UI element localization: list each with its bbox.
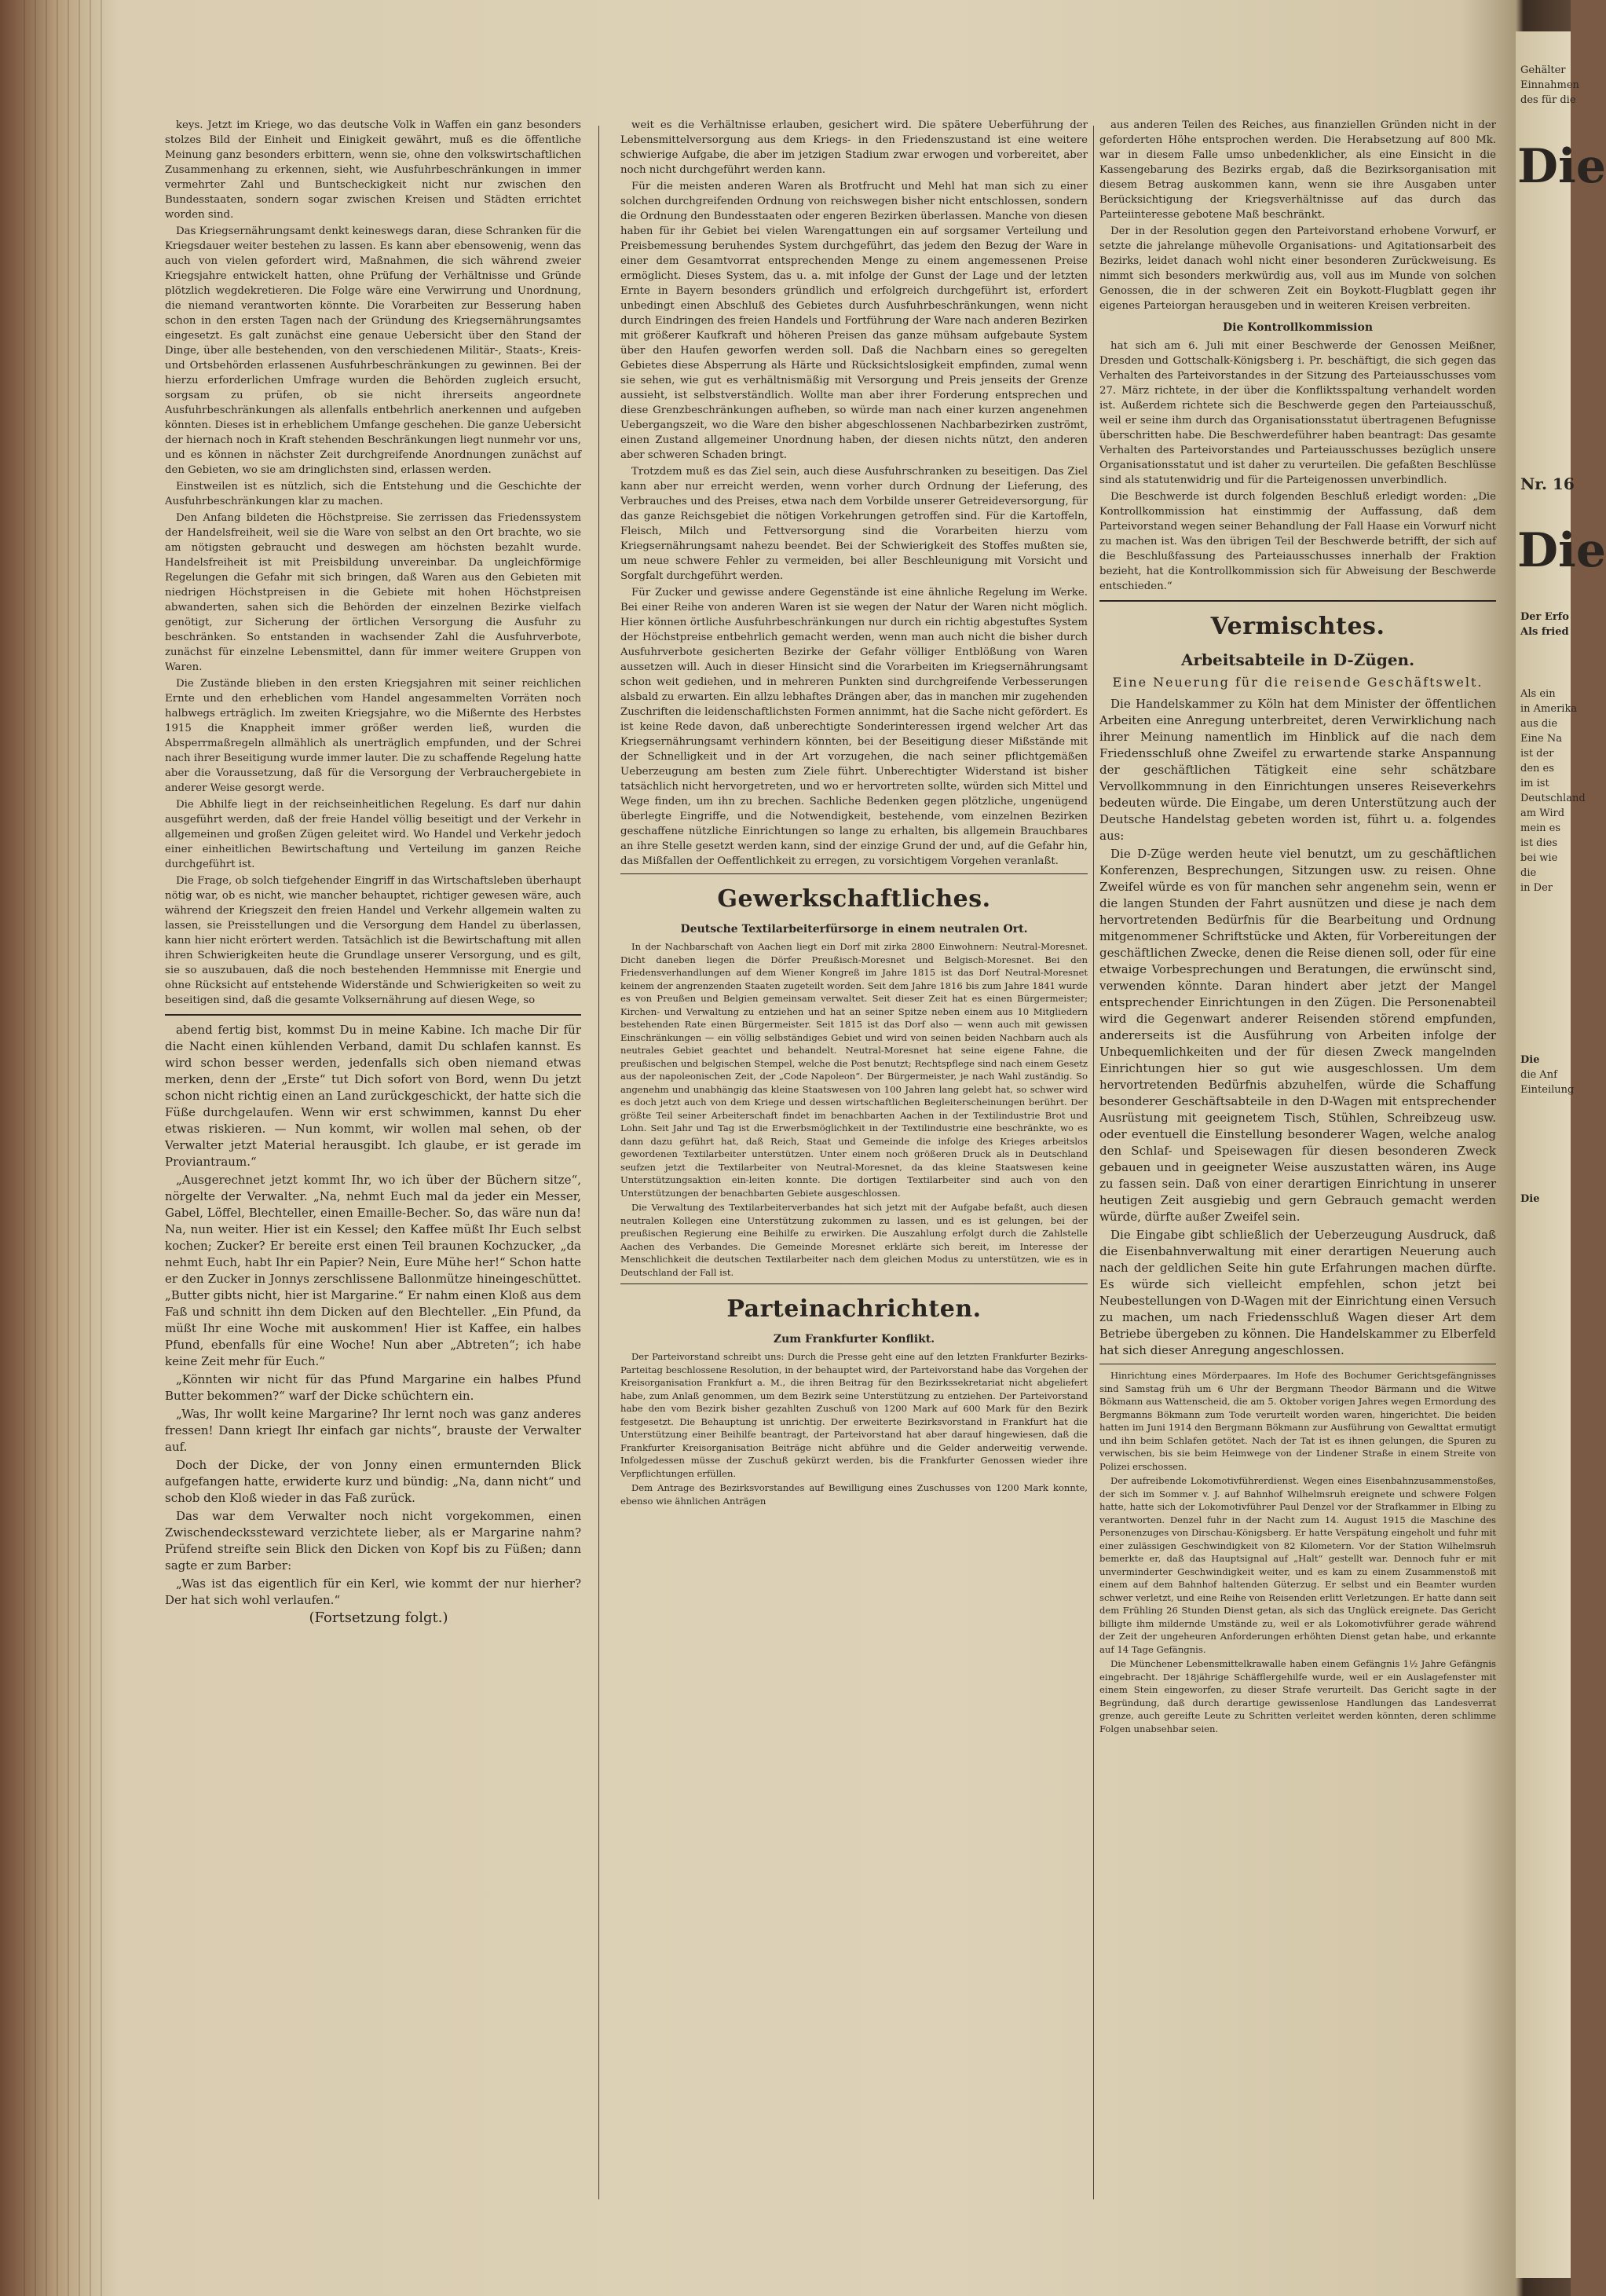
feuilleton-paragraph: „Was ist das eigentlich für ein Kerl, wie kommt der nur hierher? Der hat sich wohl verlaufen.“ — [165, 1576, 581, 1607]
right-page-line: Eine Na — [1520, 733, 1562, 745]
feuilleton-paragraph: „Was, Ihr wollt keine Margarine? Ihr lernt noch was ganz anderes fressen! Dann kriegt Ihr einfach gar nichts“, brauste der Verwalter auf. — [165, 1407, 581, 1454]
column-left — [165, 118, 581, 2223]
right-page-line: im ist — [1520, 778, 1549, 789]
article-paragraph: Den Anfang bildeten die Höchstpreise. Sie zerrissen das Friedenssystem der Handelsfreiheit, weil sie die Ware von selbst an den Ort brachte, wo sie am nötigsten gebraucht und deswegen am höchsten bezahlt wurde. Handelsfreiheit ist mit Preisbildung unvereinbar. Da ungleichförmige Regelungen die Gefahr mit sich bringen, daß Waren aus den Gebieten mit niedrigen Höchstpreisen in die Gebiete mit hohen Höchstpreisen abwanderten, sahen sich die Behörden der einzelnen Bezirke vielfach genötigt, zur Sicherung der örtlichen Versorgung die Ausfuhr zu beschränken. So entstanden in wachsender Zahl die Ausfuhrverbote, zunächst für einzelne Lebensmittel, dann für immer weitere Gruppen von Waren. — [165, 512, 581, 673]
feuilleton-paragraph: „Könnten wir nicht für das Pfund Margarine ein halbes Pfund Butter bekommen?“ warf der Dicke schüchtern ein. — [165, 1372, 581, 1403]
article-paragraph: aus anderen Teilen des Reiches, aus finanziellen Gründen nicht in der geforderten Höhe entsprochen werden. Die Herabsetzung auf 800 Mk. war in diesem Falle umso unbedenklicher, als eine Einsicht in die Kassengebarung des Bezirks ergab, daß die Bezirksorganisation mit diesem Betrag auskommen kann, wenn sie ihre Ausgaben unter Berücksichtigung der Kriegsverhältnisse auf das durch das Parteiinteresse gebotene Maß beschränkt. — [1099, 119, 1496, 221]
page-stack-edges — [24, 0, 110, 2296]
article-subheading: Deutsche Textilarbeiterfürsorge in einem neutralen Ort. — [680, 923, 1028, 936]
right-page-line: Gehälter — [1520, 64, 1566, 76]
right-page-issue-number: Nr. 16 — [1520, 474, 1575, 493]
right-page-line: in Der — [1520, 882, 1553, 894]
article-paragraph: Einstweilen ist es nützlich, sich die Entstehung und die Geschichte der Ausfuhrbeschränkungen klar zu machen. — [165, 481, 581, 507]
right-page-line: ist dies — [1520, 837, 1558, 849]
column-right — [1099, 118, 1496, 2223]
article-paragraph: Die Handelskammer zu Köln hat dem Minister der öffentlichen Arbeiten eine Anregung unterbreitet, deren Verwirklichung nach ihrer Meinung namentlich im Hinblick auf die nach dem Friedensschluß ohne Zweifel zu erwartende starke Anspannung der geschäftlichen Tätigkeit eine sehr schätzbare Vervollkommnung in den Einrichtungen unseres Reiseverkehrs bedeuten würde. Die Eingabe, um deren Unterstützung auch der Deutsche Handelstag gebeten worden ist, führt u. a. folgendes aus: — [1099, 697, 1496, 843]
article-paragraph: Die D-Züge werden heute viel benutzt, um zu geschäftlichen Konferenzen, Besprechungen, Sitzungen usw. zu reisen. Ohne Zweifel würde es von für manchen sehr angenehm sein, wenn er die langen Stunden der Fahrt ausnützen und diese je nach dem hervortretenden Bedürfnis für die Bearbeitung und Ordnung mitgenommener Schriftstücke und Akten, für Vorbereitungen der geschäftlichen Zwecke, denen die Reise dienen soll, oder für eine etwaige Vorbesprechungen und Beratungen, die erwünscht sind, verwenden könnte. Daran hindert aber jetzt der Mangel entsprechender Einrichtungen in den Zügen. Die Personenabteil wird die Gegenwart anderer Reisenden störend empfunden, andererseits ist die Ausführung von Arbeiten infolge der Unbequemlichkeiten und der für diesen Zweck mangelnden Einrichtungen hier so gut wie ausgeschlossen. Um dem hervortretenden Bedürfnis abzuhelfen, würde die Schaffung besonderer Geschäftsabteile in den D-Wagen mit entsprechender Ausrüstung mit geeignetem Tisch, Stühlen, Schreibzeug usw. oder eventuell die Einstellung besonderer Wagen, welche analog den Schlaf- und Speisewagen für diesen besonderen Zweck gebauen und in geeigneter Weise auszustatten wären, ins Auge zu fassen sein. Daß von einer derartigen Einrichtung in unserer heutigen Zeit ausgiebig und gern Gebrauch gemacht werden würde, dürfte außer Zweifel sein. — [1099, 847, 1496, 1224]
section-heading-vermischtes: Vermischtes. — [1210, 613, 1385, 640]
section-rule — [620, 873, 1088, 874]
article-paragraph: In der Nachbarschaft von Aachen liegt ein Dorf mit zirka 2800 Einwohnern: Neutral-Moresnet. Dicht daneben liegen die Dörfer Preußisch-Moresnet und Belgisch-Moresnet. Bei den Friedensverhandlungen auf dem Wiener Kongreß im Jahre 1815 ist das Dorf Neutral-Moresnet keinem der angrenzenden Staaten zugeteilt worden. Seit dem Jahre 1816 bis zum Jahre 1841 wurde es von Preußen und Belgien gemeinsam verwaltet. Seit dieser Zeit hat es einen Bürgermeister; Kirchen- und Verwaltung zu entziehen und hat an seiner Spitze neben einem aus 10 Mitgliedern bestehenden Rate einen Bürgermeister. Seit 1815 ist das Dorf also — wenn auch mit gewissen Einschränkungen — ein völlig selbständiges Gebiet und wird von seinen beiden Nachbarn auch als neutrales Gebiet geachtet und behandelt. Neutral-Moresnet hat seine eigene Fahne, die preußischen und belgischen Stempel, welche die Post benutzt; Rechtspflege sind nach einem Gesetz aus der napoleonischen Zeit, der „Code Napoleon“. Der Bürgermeister, je nach Wahl zuständig. So angenehm und unabhängig das kleine Staatswesen von 100 Jahren lang gelebt hat, so schwer wird es doch jetzt auch von dem Kriege und dessen wirtschaftlichen Begleiterscheinungen berührt. Der größte Teil seiner Arbeiterschaft findet im benachbarten Aachen in der Textilindustrie Brot und Lohn. Seit Jahr und Tag ist die Erwerbsmöglichkeit in der Textilindustrie eine beschränkte, wo es dann dazu geführt hat, daß Reich, Staat und Gemeinde die infolge des Krieges arbeitslos gewordenen Textilarbeiter unterstützen. Unter einem noch größeren Druck als in Deutschland seufzen jetzt die Textilarbeiter von Neutral-Moresnet, da das kleine Staatswesen keine Unterstützungsaktion ein-leiten konnte. Die dortigen Textilarbeiter sind auch von den Unterstützungen der benachbarten Gebiete ausgeschlossen. — [620, 941, 1088, 1199]
article-subheading: Zum Frankfurter Konflikt. — [773, 1333, 935, 1346]
right-page-line: des für die — [1520, 94, 1576, 106]
article-paragraph: Der in der Resolution gegen den Parteivorstand erhobene Vorwurf, er setzte die jahrelange mühevolle Organisations- und Agitationsarbeit des Bezirks, leidet danach wohl nicht einer besonderen Zurückweisung. Es nimmt sich besonders merkwürdig aus, voll aus im Munde von solchen Genossen, die in der schweren Zeit ein Boykott-Flugblatt gegen ihr eigenes Parteiorgan herausgeben und in weiteren Kreisen verbreiten. — [1099, 225, 1496, 312]
article-paragraph: weit es die Verhältnisse erlauben, gesichert wird. Die spätere Ueberführung der Lebensmittelversorgung aus dem Kriegs- in den Friedenszustand ist eine weitere schwierige Aufgabe, die aber im jetzigen Stadium zwar erwogen und vorbereitet, aber noch nicht durchgeführt werden kann. — [620, 119, 1088, 176]
article-paragraph: keys. Jetzt im Kriege, wo das deutsche Volk in Waffen ein ganz besonders stolzes Bild der Einheit und Einigkeit gewährt, muß es die öffentliche Meinung ganz besonders erbittern, wenn sie, ohne den volkswirtschaftlichen Zusammenhang zu erkennen, sieht, wie Ausfuhrbeschränkungen in immer vermehrter Zahl und Buntscheckigkeit nicht nur zwischen den Bundesstaaten, sondern sogar zwischen Kreisen und Städten errichtet worden sind. — [165, 119, 581, 221]
article-subheading: Arbeitsabteile in D-Zügen. — [1180, 650, 1415, 669]
article-paragraph: Die Verwaltung des Textilarbeiterverbandes hat sich jetzt mit der Aufgabe befaßt, auch diesen neutralen Kollegen eine Unterstützung zukommen zu lassen, und es ist gelungen, bei der preußischen Regierung eine Beihilfe zu erwirken. Die Auszahlung erfolgt durch die Zahlstelle Aachen des Verbandes. Die Gemeinde Moresnet erklärte sich bereit, im Interesse der Menschlichkeit die deutschen Textilarbeiter nach dem gleichen Modus zu unterstützen, wie es in Deutschland der Fall ist. — [620, 1202, 1088, 1278]
right-page-line: Deutschland — [1520, 793, 1586, 804]
section-rule — [1099, 600, 1496, 602]
right-page-line: die Anf — [1520, 1069, 1557, 1081]
article-paragraph: Die Eingabe gibt schließlich der Ueberzeugung Ausdruck, daß die Eisenbahnverwaltung mit einer derartigen Neuerung auch nach der geldlichen Seite hin gute Erfahrungen machen dürfte. Es würde sich vielleicht empfehlen, schon jetzt bei Neubestellungen von D-Wagen mit der Einrichtung einen Versuch zu machen, um nach Friedensschluß Wagen dieser Art dem Betriebe übergeben zu können. Die Handelskammer zu Elberfeld hat sich dieser Anregung angeschlossen. — [1099, 1228, 1496, 1357]
article-paragraph: Der aufreibende Lokomotivführerdienst. Wegen eines Eisenbahnzusammenstoßes, der sich im Sommer v. J. auf Bahnhof Wilhelmsruh ereignete und schwere Folgen hatte, hatte sich der Lokomotivführer Paul Denzel vor der Strafkammer in Elbing zu verantworten. Denzel fuhr in der Nacht zum 14. August 1915 die Maschine des Personenzuges von Dirschau-Königsberg. Er hatte Verspätung eingeholt und fuhr mit einer zulässigen Geschwindigkeit von 82 Kilometern. Vor der Station Wilhelmsruh bemerkte er, daß das Hauptsignal auf „Halt“ gestellt war. Dennoch fuhr er mit unverminderter Geschwindigkeit weiter, und es kam zu einem Zusammenstoß mit einem auf dem Bahnhof haltenden Güterzug. Er selbst und ein Beamter wurden schwer verletzt, und eine Reihe von Reisenden erlitt Verletzungen. Er hatte dann seit dem Frühling 26 Stunden Dienst getan, als sich das Unglück ereignete. Das Gericht billigte ihm mildernde Umstände zu, weil er als Lokomotivführer gerade während der Zeit der ungeheuren Anforderungen erhöhten Dienst getan habe, und erkannte auf 14 Tage Gefängnis. — [1099, 1475, 1496, 1655]
newspaper-page — [118, 71, 1500, 2278]
right-page-line: am Wird — [1520, 807, 1565, 819]
column-divider — [598, 126, 599, 2199]
right-page-line: mein es — [1520, 822, 1561, 834]
right-page-line: Die — [1520, 1054, 1540, 1066]
column-middle — [620, 118, 1088, 2223]
feuilleton-rule — [165, 1014, 581, 1016]
article-paragraph: Die Zustände blieben in den ersten Kriegsjahren mit seiner reichlichen Ernte und den erheblichen vom Handel angesammelten Vorräten noch halbwegs erträglich. Im zweiten Kriegsjahre, wo die Mißernte des Herbstes 1915 die Knappheit immer größer werden ließ, wurden die Absperrmaßregeln allmählich als unerträglich empfunden, und der Schrei nach ihrer Beseitigung wurde immer lauter. Die zu schaffende Regelung hatte aber die Voraussetzung, daß für die Versorgung der Verbrauchergebiete in anderer Weise gesorgt werde. — [165, 678, 581, 794]
article-paragraph: hat sich am 6. Juli mit einer Beschwerde der Genossen Meißner, Dresden und Gottschalk-Königsberg i. Pr. beschäftigt, die sich gegen das Verhalten des Parteivorstandes in der Sitzung des Parteiausschusses vom 27. März richtete, in der über die Konfliktsspaltung verhandelt worden ist. Außerdem richtete sich die Beschwerde gegen den Parteiausschuß, weil er seine ihm durch das Organisationsstatut übertragenen Befugnisse überschritten habe. Die Beschwerdeführer haben beantragt: Das gesamte Verhalten des Parteivorstandes und Parteiausschusses bezüglich unsere Organisationsstatut und ist daher zu verurteilen. Die gefaßten Beschlüsse sind als statutenwidrig und für die Parteigenossen unverbindlich. — [1099, 340, 1496, 486]
article-paragraph: Die Abhilfe liegt in der reichseinheitlichen Regelung. Es darf nur dahin ausgeführt werden, daß der freie Handel völlig beseitigt und der Verkehr in allgemeinen und großen Zügen geleitet wird. Wo Handel und Verkehr jedoch einer einheitlichen Bewirtschaftung und Verteilung im ganzen Reiche durchgeführt ist. — [165, 799, 581, 870]
right-page-line: die — [1520, 867, 1537, 879]
right-page-line: Der Erfo — [1520, 611, 1569, 623]
feuilleton-paragraph: Das war dem Verwalter noch nicht vorgekommen, einen Zwischendeckssteward verzichtete lieber, als er Margarine nahm? Prüfend streifte sein Blick den Dicken von Kopf bis zu Füßen; dann sagte er zum Barber: — [165, 1509, 581, 1573]
section-heading-gewerkschaftliches: Gewerkschaftliches. — [717, 885, 991, 913]
feuilleton-paragraph: „Ausgerechnet jetzt kommt Ihr, wo ich über der Büchern sitze“, nörgelte der Verwalter. „Na, nehmt Euch mal da jeder ein Messer, Gabel, Löffel, Blechteller, einen Emaille-Becher. So, das wäre nun da! Na, nun weiter. Hier ist ein Kessel; den Kaffee müßt Ihr Euch selbst kochen; Zucker? Er bereite erst einen Teil braunen Kochzucker, „da nehmt Euch, habt Ihr ein Papier? Nein, Eure Mühe her!“ Schon hatte er den Zucker in Jonnys zerschlissene Ballonmütze hineingeschüttet. „Butter gibts nicht, hier ist Margarine.“ Er nahm einen Kloß aus dem Faß und schnitt ihn dem Dicken auf den Blechteller. „Ein Pfund, da müßt Ihr eine Woche mit auskommen! Hier ist Kaffee, ein halbes Pfund, ebenfalls für eine Woche! Nun aber „Abtreten“; ich habe keine Zeit mehr für Euch.“ — [165, 1173, 581, 1368]
right-page-line: in Amerika — [1520, 703, 1578, 715]
article-paragraph: Dem Antrage des Bezirksvorstandes auf Bewilligung eines Zuschusses von 1200 Mark konnte, ebenso wie ähnlichen Anträgen — [620, 1482, 1088, 1507]
article-paragraph: Hinrichtung eines Mörderpaares. Im Hofe des Bochumer Gerichtsgefängnisses sind Samstag früh um 6 Uhr der Bergmann Theodor Bärmann und die Witwe Bökmann aus Wattenscheid, die am 5. Oktober vorigen Jahres wegen Ermordung des Bergmanns Bökmann zum Tode verurteilt worden waren, hingerichtet. Die beiden hatten im Juni 1914 den Bergmann Bökmann zur Ausführung von Gewalttat ermutigt und ihn beim Schlafen getötet. Nach der Tat ist es ihnen gelungen, die Spuren zu verwischen, bis sie beim Heimwege von der Lindener Straße in einem Streite von Polizei erschossen. — [1099, 1370, 1496, 1472]
right-page-line: Als fried — [1520, 626, 1569, 638]
article-paragraph: Für Zucker und gewisse andere Gegenstände ist eine ähnliche Regelung im Werke. Bei einer Reihe von anderen Waren ist sie wegen der Natur der Waren nicht möglich. Hier können örtliche Ausfuhrbeschränkungen nur durch ein richtig abgestuftes System der Höchstpreise entbehrlich gemacht werden, wenn man auch nicht die bisher durch Ausfuhrverbote gesicherten Bezirke der Gefahr völliger Entblößung von Waren aussetzen will. Auch in dieser Hinsicht sind die Vorarbeiten im Kriegsernährungsamt schon weit gediehen, und in mehreren Punkten sind durchgreifende Verbesserungen alsbald zu erwarten. Ein allzu lebhaftes Drängen aber, das in manchen mir zugehenden Zuschriften die leidenschaftlichsten Formen annimmt, hat die Sache nicht gefördert. Es ist keine Rede davon, daß unberechtigte Sonderinteressen irgend welcher Art das Kriegsernährungsamt verhindern könnten, bei der Beseitigung dieser Mißstände mit der Schnelligkeit und in der Art vorzugehen, die nach seiner pflichtgemäßen Ueberzeugung am besten zum Ziele führt. Unberechtigter Widerstand ist bisher tatsächlich nicht hervorgetreten, und wo er hervortreten sollte, würden sich Mittel und Wege finden, um ihn zu brechen. Sachliche Bedenken gegen plötzliche, ungenügend überlegte Eingriffe, und die Notwendigkeit, bestehende, vom einzelnen Bezirken geschaffene nützliche Einrichtungen so lange zu erhalten, bis allgemein Brauchbares an ihre Stelle gesetzt werden kann, sind der einzige Grund der und, auf die Gefahr hin, das Mißfallen der Oeffentlichkeit zu erregen, zu vorsichtigem Vorgehen veranlaßt. — [620, 587, 1088, 867]
article-paragraph: Das Kriegsernährungsamt denkt keineswegs daran, diese Schranken für die Kriegsdauer weiter bestehen zu lassen. Es kann aber ebensowenig, wenn das auch von vielen gefordert wird, Maßnahmen, die sich während zweier Kriegsjahre entwickelt hatten, ohne Prüfung der Verhältnisse und Gründe plötzlich wegdekretieren. Die Folge wäre eine Verwirrung und Unordnung, die niemand verantworten könnte. Die Vorarbeiten zur Besserung haben schon in den ersten Tagen nach der Gründung des Kriegsernährungsamtes eingesetzt. Es galt zunächst eine genaue Uebersicht über den Stand der Dinge, über alle bestehenden, von den verschiedenen Militär-, Staats-, Kreis- und Ortsbehörden erlassenen Ausfuhrbeschränkungen zu gewinnen. Bei der hierzu erforderlichen Umfrage wurden die Behörden zugleich ersucht, sorgsam zu prüfen, ob sie nicht ihrerseits angeordnete Ausfuhrbeschränkungen als allenfalls entbehrlich anerkennen und aufgeben könnten. Dieses ist in erheblichem Umfange geschehen. Die ganze Uebersicht der hiernach noch in Kraft stehenden Beschränkungen liegt nunmehr vor uns, und es können in nächster Zeit durchgreifende Anordnungen zunächst auf den Gebieten, wo sie am dringlichsten sind, erlassen werden. — [165, 225, 581, 476]
right-page-line: bei wie — [1520, 852, 1558, 864]
feuilleton-paragraph: abend fertig bist, kommst Du in meine Kabine. Ich mache Dir für die Nacht einen kühlenden Verband, damit Du schlafen kannst. Es wird schon besser werden, jedenfalls sich oben niemand etwas merken, denn der „Erste“ tut Dich sofort von Bord, wenn Du jetzt schon nicht richtig einen an Land zurückgeschickt, der hatte sich die Füße durchgelaufen. Wenn wir erst schwimmen, kannst Du eher etwas riskieren. — Nun kommt, wir wollen mal sehen, ob der Verwalter jetzt Material herausgibt. Ich glaube, er ist gerade im Proviantraum.“ — [165, 1023, 581, 1169]
article-tagline: Eine Neuerung für die reisende Geschäftswelt. — [1112, 675, 1483, 690]
article-paragraph: Die Beschwerde ist durch folgenden Beschluß erledigt worden: „Die Kontrollkommission hat einstimmig der Auffassung, daß dem Parteivorstand wegen seiner Behandlung der Fall Haase ein Vorwurf nicht zu machen ist. Was den übrigen Teil der Beschwerde betrifft, der sich auf die Beschlußfassung des Parteiausschusses innerhalb der Fraktion bezieht, hat die Kontrollkommission sich für Abweisung der Beschwerde entschieden.“ — [1099, 491, 1496, 592]
right-page-masthead-letter: Die — [1517, 139, 1606, 194]
article-paragraph: Trotzdem muß es das Ziel sein, auch diese Ausfuhrschranken zu beseitigen. Das Ziel kann aber nur erreicht werden, wenn vorher durch Ordnung der Lieferung, des Verbrauches und des Preises, etwa nach dem Vorbilde unserer Getreideversorgung, für das ganze Reichsgebiet die nötigen Vorkehrungen getroffen sind. Für die Kartoffeln, Fleisch, Milch und Fettversorgung sind die Vorarbeiten hierzu vom Kriegsernährungsamt nahezu beendet. Bei der Schwierigkeit des Stoffes mußten sie, um neue schwere Fehler zu vermeiden, bei aller Beschleunigung mit Vorsicht und Sorgfalt durchgeführt werden. — [620, 466, 1088, 582]
feuilleton-paragraph: Doch der Dicke, der von Jonny einen ermunternden Blick aufgefangen hatte, erwiderte kurz und bündig: „Na, dann nicht“ und schob den Kloß wieder in das Faß zurück. — [165, 1458, 581, 1505]
right-page-line: Als ein — [1520, 688, 1556, 700]
continuation-note: (Fortsetzung folgt.) — [309, 1609, 448, 1626]
article-subheading: Die Kontrollkommission — [1222, 321, 1374, 334]
right-page-line: den es — [1520, 763, 1554, 774]
article-paragraph: Für die meisten anderen Waren als Brotfrucht und Mehl hat man sich zu einer solchen durchgreifenden Ordnung von reichswegen bisher nicht entschlossen, sondern die Ordnung den Bundesstaaten oder engeren Bezirken überlassen. Manche von diesen haben für ihr Gebiet bei vielen Warengattungen ein auf sorgsamer Verteilung und Preisbemessung beruhendes System durchgeführt, das jedem den Bezug der Ware in einer dem Gesamtvorrat entsprechenden Menge zu einem angemessenen Preise ermöglicht. Dieses System, das u. a. mit infolge der Gunst der Lage und der letzten Ernte in Bayern besonders gründlich und erfolgreich durchgeführt ist, erfordert unbedingt einen Abschluß des Gebietes durch Ausfuhrbeschränkungen, wenn nicht durch Eindringen des freien Handels und Fortführung der Ware nach anderen Bezirken mit größerer Kaufkraft und höheren Preisen das ganze mühsam aufgebaute System über den Haufen geworfen werden soll. Daß die Nachbarn eines so geregelten Gebietes diese Absperrung als Härte und Rücksichtslosigkeit empfinden, zumal wenn sie sehen, wie gut es verhältnismäßig mit Versorgung und Preis jenseits der Grenze aussieht, ist selbstverständlich. Wollte man aber ihrer Forderung entsprechen und diese Grenzbeschränkungen aufheben, so würde man nach einer kurzen angenehmen Uebergangszeit, wo die Ware den bisher abgeschlossenen Nachbarbezirken zuströmt, einen Zustand allgemeiner Unordnung haben, der diesen nichts nützt, den anderen aber schweren Schaden bringt. — [620, 181, 1088, 461]
right-page-line: Einnahmen — [1520, 79, 1579, 91]
right-page-headline-letter: Die — [1517, 523, 1606, 578]
section-heading-parteinachrichten: Parteinachrichten. — [726, 1295, 982, 1323]
right-page-line: Die — [1520, 1193, 1540, 1205]
right-page-line: ist der — [1520, 748, 1554, 760]
right-page-line: aus die — [1520, 718, 1558, 730]
right-page-edge — [1516, 31, 1606, 2278]
article-paragraph: Die Frage, ob solch tiefgehender Eingriff in das Wirtschaftsleben überhaupt nötig war, ob es nicht, wie mancher behauptet, richtiger gewesen wäre, auch während der Kriegszeit den freien Handel und Verkehr allgemein walten zu lassen, sie Preisstellungen und die Versorgung dem Handel zu überlassen, kann hier nicht erörtert werden. Tatsächlich ist die Bewirtschaftung mit allen ihren Schwierigkeiten heute die Grundlage unserer Versorgung, und es gilt, sie so auszubauen, daß die noch bestehenden Hemmnisse mit Energie und ohne Rücksicht auf entstehende Widerstände und Schwierigkeiten so weit zu beseitigen sind, daß die gesamte Volksernährung auf diesen Wege, so — [165, 875, 581, 1006]
article-paragraph: Die Münchener Lebensmittelkrawalle haben einem Gefängnis 1½ Jahre Gefängnis eingebracht. Der 18jährige Schäfflergehilfe wurde, weil er ein Auslagefenster mit einem Stein eingeworfen, zu dieser Strafe verurteilt. Das Gericht sagte in der Begründung, daß durch derartige gewissenlose Handlungen das Landesverrat grenze, auch gereifte Leute zu Schritten verleitet werden könnten, deren schlimme Folgen unabsehbar seien. — [1099, 1658, 1496, 1734]
article-paragraph: Der Parteivorstand schreibt uns: Durch die Presse geht eine auf den letzten Frankfurter Bezirks-Parteitag beschlossene Resolution, in der behauptet wird, der Parteivorstand habe das Vorgehen der Kreisorganisation Frankfurt a. M., die ihren Beitrag für den Bezirkssekretariat nicht abgeliefert habe, zum Anlaß genommen, um dem Bezirk seine Unterstützung zu entziehen. Der Parteivorstand habe den vom Bezirk bisher gezahlten Zuschuß von 1200 Mark auf 600 Mark für den Bezirk festgesetzt. Die Behauptung ist unrichtig. Der erweiterte Bezirksvorstand in Frankfurt hat die Unterstützung einer Beihilfe beantragt, der Parteivorstand hat aber darauf hingewiesen, daß die Frankfurter Kreisorganisation Beiträge nicht abführe und die Gelder anderweitig verwende. Infolgedessen müsse der Zuschuß gekürzt werden, bis die Frankfurter Genossen wieder ihre Verpflichtungen erfüllen. — [620, 1351, 1088, 1479]
section-rule — [620, 1283, 1088, 1284]
column-divider — [1093, 126, 1094, 2199]
right-page-line: Einteilung — [1520, 1084, 1575, 1096]
